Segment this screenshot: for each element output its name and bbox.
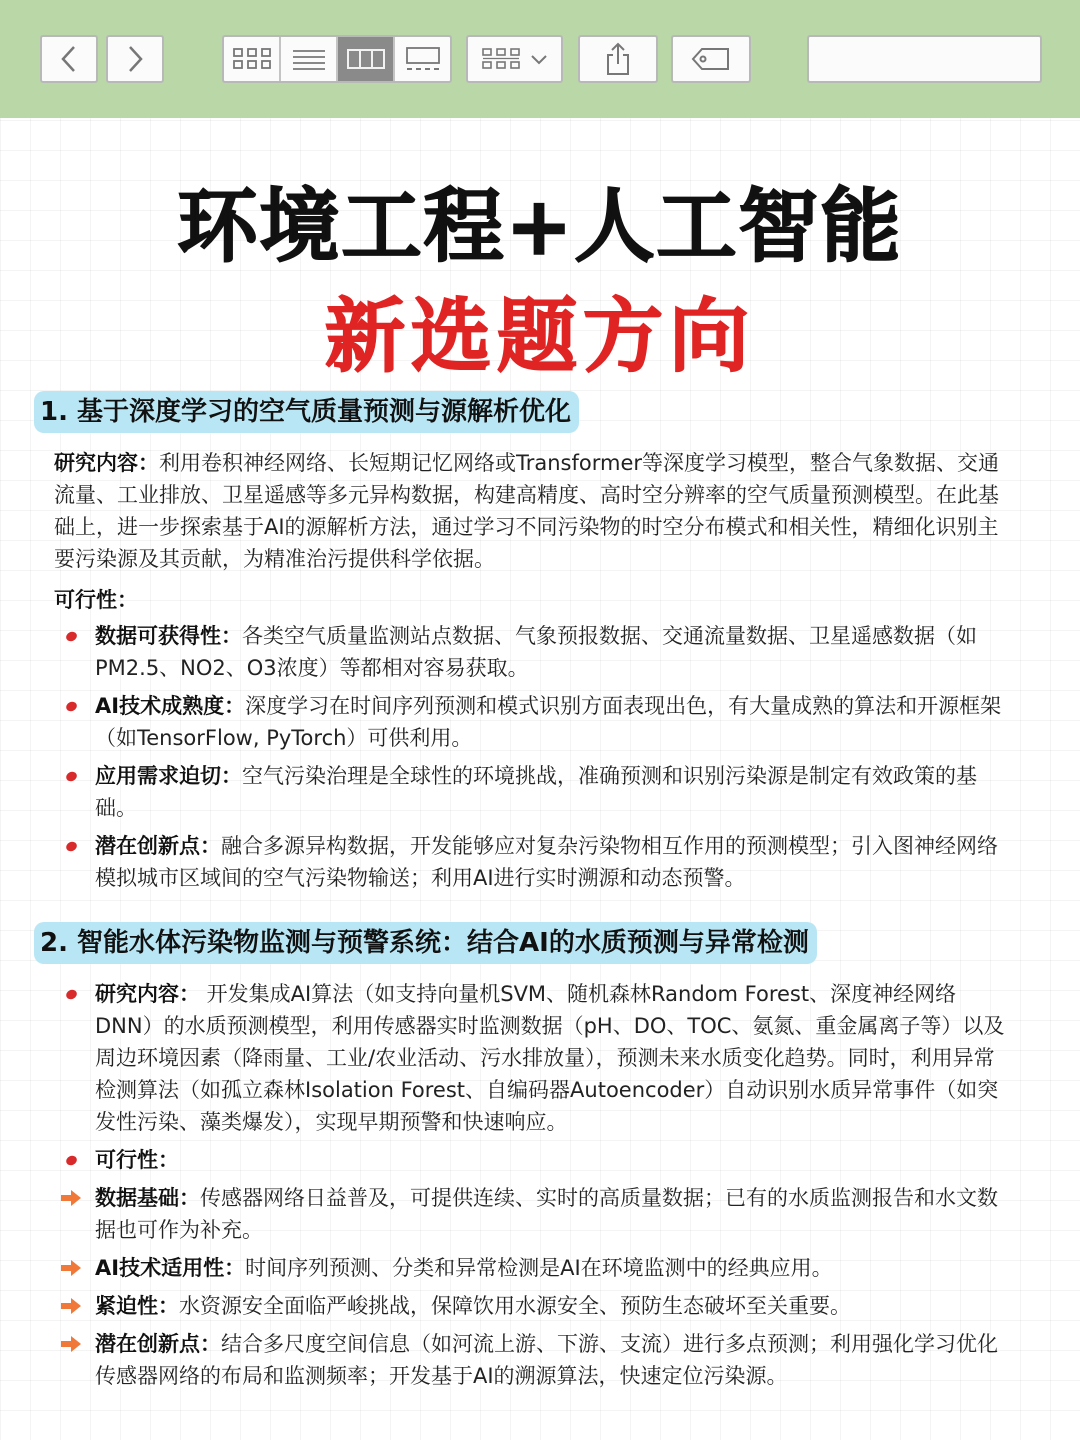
section1-feasibility-label: 可行性： (54, 588, 138, 612)
item-text: 空气污染治理是全球性的环境挑战，准确预测和识别污染源是制定有效政策的基础。 (95, 764, 977, 820)
item-text: 深度学习在时间序列预测和模式识别方面表现出色，有大量成熟的算法和开源框架（如TensorFlow, PyTorch）可供利用。 (95, 694, 1002, 750)
bullet-dot-icon (65, 1154, 79, 1167)
item-text: 时间序列预测、分类和异常检测是AI在环境监测中的经典应用。 (245, 1256, 833, 1280)
arrow-right-icon (60, 1188, 82, 1208)
search-input[interactable] (827, 43, 1056, 75)
arrow-right-icon (60, 1258, 82, 1278)
section1-research (54, 447, 1004, 575)
item-label: 可行性： (95, 1148, 179, 1172)
column-view-button[interactable] (338, 37, 395, 81)
list-item (60, 978, 1010, 1138)
item-text: 融合多源异构数据，开发能够应对复杂污染物相互作用的预测模型；引入图神经网络模拟城市区域间的空气污染物输送；利用AI进行实时溯源和动态预警。 (95, 834, 998, 890)
page-subtitle: 新选题方向 (325, 290, 755, 383)
list-item (60, 620, 1010, 684)
gallery-view-button[interactable] (395, 37, 450, 81)
item-text: 各类空气质量监测站点数据、气象预报数据、交通流量数据、卫星遥感数据（如PM2.5、NO2、O3浓度）等都相对容易获取。 (95, 624, 977, 680)
item-label: 紧迫性： (95, 1294, 179, 1318)
view-mode-segmented-control (222, 35, 452, 83)
arrow-right-icon (60, 1296, 82, 1316)
item-label: 数据可获得性： (95, 624, 242, 648)
list-item (60, 690, 1010, 754)
arrow-right-icon (60, 1334, 82, 1354)
item-text: 开发集成AI算法（如支持向量机SVM、随机森林Random Forest、深度神经网络DNN）的水质预测模型，利用传感器实时监测数据（pH、DO、TOC、氨氮、重金属离子等）以及周边环境因素（降雨量、工业/农业活动、污水排放量），预测未来水质变化趋势。同时，利用异常检测算法（如孤立森林Isolation Forest、自编码器Autoencoder）自动识别水质异常事件（如突发性污染、藻类爆发），实现早期预警和快速响应。 (95, 982, 1005, 1134)
chevron-left-icon (57, 44, 81, 74)
group-icon (481, 46, 521, 72)
item-text: 水资源安全面临严峻挑战，保障饮用水源安全、预防生态破坏至关重要。 (179, 1294, 851, 1318)
list-item (60, 1144, 1010, 1176)
share-button[interactable] (578, 35, 658, 83)
item-label: AI技术成熟度： (95, 694, 246, 718)
gallery-view-icon (403, 46, 443, 72)
item-label: 潜在创新点： (95, 1332, 221, 1356)
chevron-down-icon (529, 49, 549, 69)
list-item (60, 760, 1010, 824)
item-label: 研究内容： (95, 982, 200, 1006)
bullet-dot-icon (65, 988, 79, 1001)
item-label: 潜在创新点： (95, 834, 221, 858)
toolbar (0, 0, 1080, 118)
list-item (60, 830, 1010, 894)
list-view-button[interactable] (281, 37, 338, 81)
share-icon (603, 42, 633, 76)
list-view-icon (291, 46, 327, 72)
section1-feasibility-list (60, 620, 1010, 894)
item-text: 结合多尺度空间信息（如河流上游、下游、支流）进行多点预测；利用强化学习优化传感器网络的布局和监测频率；开发基于AI的溯源算法，快速定位污染源。 (95, 1332, 998, 1388)
section1-heading: 1. 基于深度学习的空气质量预测与源解析优化 (34, 391, 579, 433)
section2-heading: 2. 智能水体污染物监测与预警系统：结合AI的水质预测与异常检测 (34, 922, 817, 964)
bullet-dot-icon (65, 630, 79, 643)
column-view-icon (346, 46, 386, 72)
list-item (60, 1290, 1010, 1322)
item-label: AI技术适用性： (95, 1256, 246, 1280)
list-item (60, 1328, 1010, 1392)
item-label: 应用需求迫切： (95, 764, 242, 788)
list-item (60, 1252, 1010, 1284)
section1-research-label: 研究内容： (54, 451, 159, 475)
chevron-right-icon (123, 44, 147, 74)
grid-view-button[interactable] (224, 37, 281, 81)
tag-icon (690, 46, 732, 72)
item-label: 数据基础： (95, 1186, 200, 1210)
group-button[interactable] (466, 35, 563, 83)
bullet-dot-icon (65, 840, 79, 853)
forward-button[interactable] (106, 35, 164, 83)
item-text: 传感器网络日益普及，可提供连续、实时的高质量数据；已有的水质监测报告和水文数据也可作为补充。 (95, 1186, 998, 1242)
section2-list (60, 978, 1010, 1392)
grid-view-icon (232, 46, 272, 72)
list-item (60, 1182, 1010, 1246)
back-button[interactable] (40, 35, 98, 83)
search-field[interactable] (807, 35, 1042, 83)
bullet-dot-icon (65, 700, 79, 713)
tag-button[interactable] (671, 35, 751, 83)
page-title: 环境工程+人工智能 (177, 180, 903, 273)
bullet-dot-icon (65, 770, 79, 783)
section1-research-text: 利用卷积神经网络、长短期记忆网络或Transformer等深度学习模型，整合气象数据、交通流量、工业排放、卫星遥感等多元异构数据，构建高精度、高时空分辨率的空气质量预测模型。在此基础上，进一步探索基于AI的源解析方法，通过学习不同污染物的时空分布模式和相关性，精细化识别主要污染源及其贡献，为精准治污提供科学依据。 (54, 451, 1000, 571)
